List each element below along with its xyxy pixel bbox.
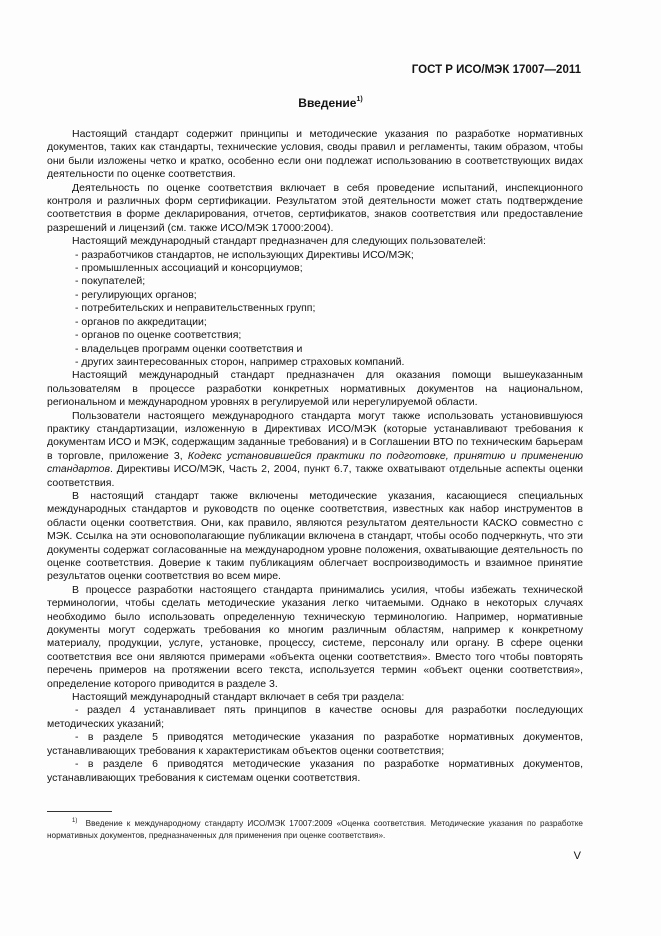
paragraph-5	[47, 410, 583, 490]
footnote-divider	[47, 811, 112, 812]
footnote-paragraph	[47, 815, 583, 842]
paragraph-2: Деятельность по оценке соответствия включает в себя проведение испытаний, инспекционного контроля и различных форм сертификации. Результатом этой деятельности может стать подтверждение соответствия в форме декларирования, отчетов, сертификатов, знаков соответствия или предоставление разрешений и лицензий (см. также ИСО/МЭК 17000:2004).	[47, 181, 583, 234]
document-body	[47, 128, 583, 785]
paragraph-5-italic: Кодекс установившейся практики по подготовке, принятию и применению стандартов	[47, 449, 583, 476]
paragraph-4: Настоящий международный стандарт предназначен для оказания помощи вышеуказанным пользователям в процессе разработки конкретных нормативных документов на национальном, региональном и международном уровнях в регулируемой или нерегулируемой области.	[47, 369, 583, 409]
list-item: - покупателей;	[75, 275, 146, 288]
list-item: - других заинтересованных сторон, например страховых компаний.	[75, 355, 405, 368]
list-item: - разработчиков стандартов, не использующих Директивы ИСО/МЭК;	[75, 248, 414, 261]
list-item: - владельцев программ оценки соответствия и	[75, 342, 303, 355]
paragraph-7: В процессе разработки настоящего стандарта принимались усилия, чтобы избежать технической терминологии, чтобы сделать методические указания легко читаемыми. Однако в некоторых случаях необходимо было использовать определенную техническую терминологию. Например, нормативные документы могут содержать требования ко многим различным областям, например к конкретному материалу, продукции, услуге, установке, процессу, системе, персоналу или органу. В сфере оценки соответствия все они являются примерами «объекта оценки соответствия». Вместо того чтобы повторять перечень примеров на протяжении всего текста, используется термин «объект оценки соответствия», определение которого приводится в разделе 3.	[47, 583, 583, 690]
list-item: - промышленных ассоциаций и консорциумов;	[75, 262, 303, 275]
paragraph-5-part-b: . Директивы ИСО/МЭК, Часть 2, 2004, пункт 6.7, также охватывают отдельные аспекты оценки соответствия.	[47, 463, 583, 489]
paragraph-8: Настоящий международный стандарт включает в себя три раздела:	[72, 691, 405, 704]
list-item: - потребительских и неправительственных групп;	[75, 302, 316, 315]
footnote-marker: 1)	[72, 818, 78, 824]
users-list	[47, 249, 583, 370]
page-number: V	[573, 850, 581, 862]
list-item: - органов по аккредитации;	[75, 315, 207, 328]
list-item: - в разделе 5 приводятся методические указания по разработке нормативных документов, устанавливающих требования к характеристикам объектов оценки соответствия;	[47, 731, 583, 757]
list-item: - раздел 4 устанавливает пять принципов в качестве основы для разработки последующих методических указаний;	[47, 704, 583, 730]
paragraph-5-part-a: Пользователи настоящего международного стандарта могут также использовать установившуюся практику стандартизации, изложенную в Директивах ИСО/МЭК (которые устанавливают требования к документам ИСО и МЭК, содержащим заданные требования) и в Соглашении ВТО по техническим барьерам в торговле, приложение 3,	[47, 409, 583, 462]
list-item: - органов по оценке соответствия;	[75, 329, 242, 342]
paragraph-1: Настоящий стандарт содержит принципы и методические указания по разработке нормативных документов, таких как стандарты, технические условия, своды правил и регламенты, таким образом, чтобы они были изложены четко и кратко, особенно если они подлежат использованию в соответствующих видах деятельности по оценке соответствия.	[47, 128, 583, 181]
paragraph-3: Настоящий международный стандарт предназначен для следующих пользователей:	[72, 235, 486, 248]
paragraph-6: В настоящий стандарт также включены методические указания, касающиеся специальных международных стандартов и руководств по оценке соответствия, известных как набор инструментов в области оценки соответствия. Они, как правило, являются результатом деятельности КАСКО совместно с МЭК. Ссылка на эти основополагающие публикации включена в стандарт, чтобы особо подчеркнуть, что эти документы содержат согласованные на международном уровне положения, охватывающие деятельность по оценке соответствия. Доверие к таким публикациям облегчает воспроизводимость и взаимное принятие результатов оценки соответствия во всем мире.	[47, 489, 583, 583]
footnote-text: Введение к международному стандарту ИСО/МЭК 17007:2009 «Оценка соответствия. Методические указания по разработке нормативных документов, предназначенных для применения при оценке соответствия».	[47, 819, 583, 840]
title-footnote-ref: 1)	[356, 96, 363, 103]
title-text: Введение	[298, 96, 357, 110]
sections-list	[47, 704, 583, 784]
list-item: - регулирующих органов;	[75, 288, 197, 301]
footnote	[47, 815, 583, 842]
list-item: - в разделе 6 приводятся методические указания по разработке нормативных документов, устанавливающих требования к системам оценки соответствия.	[47, 758, 583, 784]
document-header: ГОСТ Р ИСО/МЭК 17007—2011	[411, 64, 581, 76]
page-title	[0, 96, 661, 110]
